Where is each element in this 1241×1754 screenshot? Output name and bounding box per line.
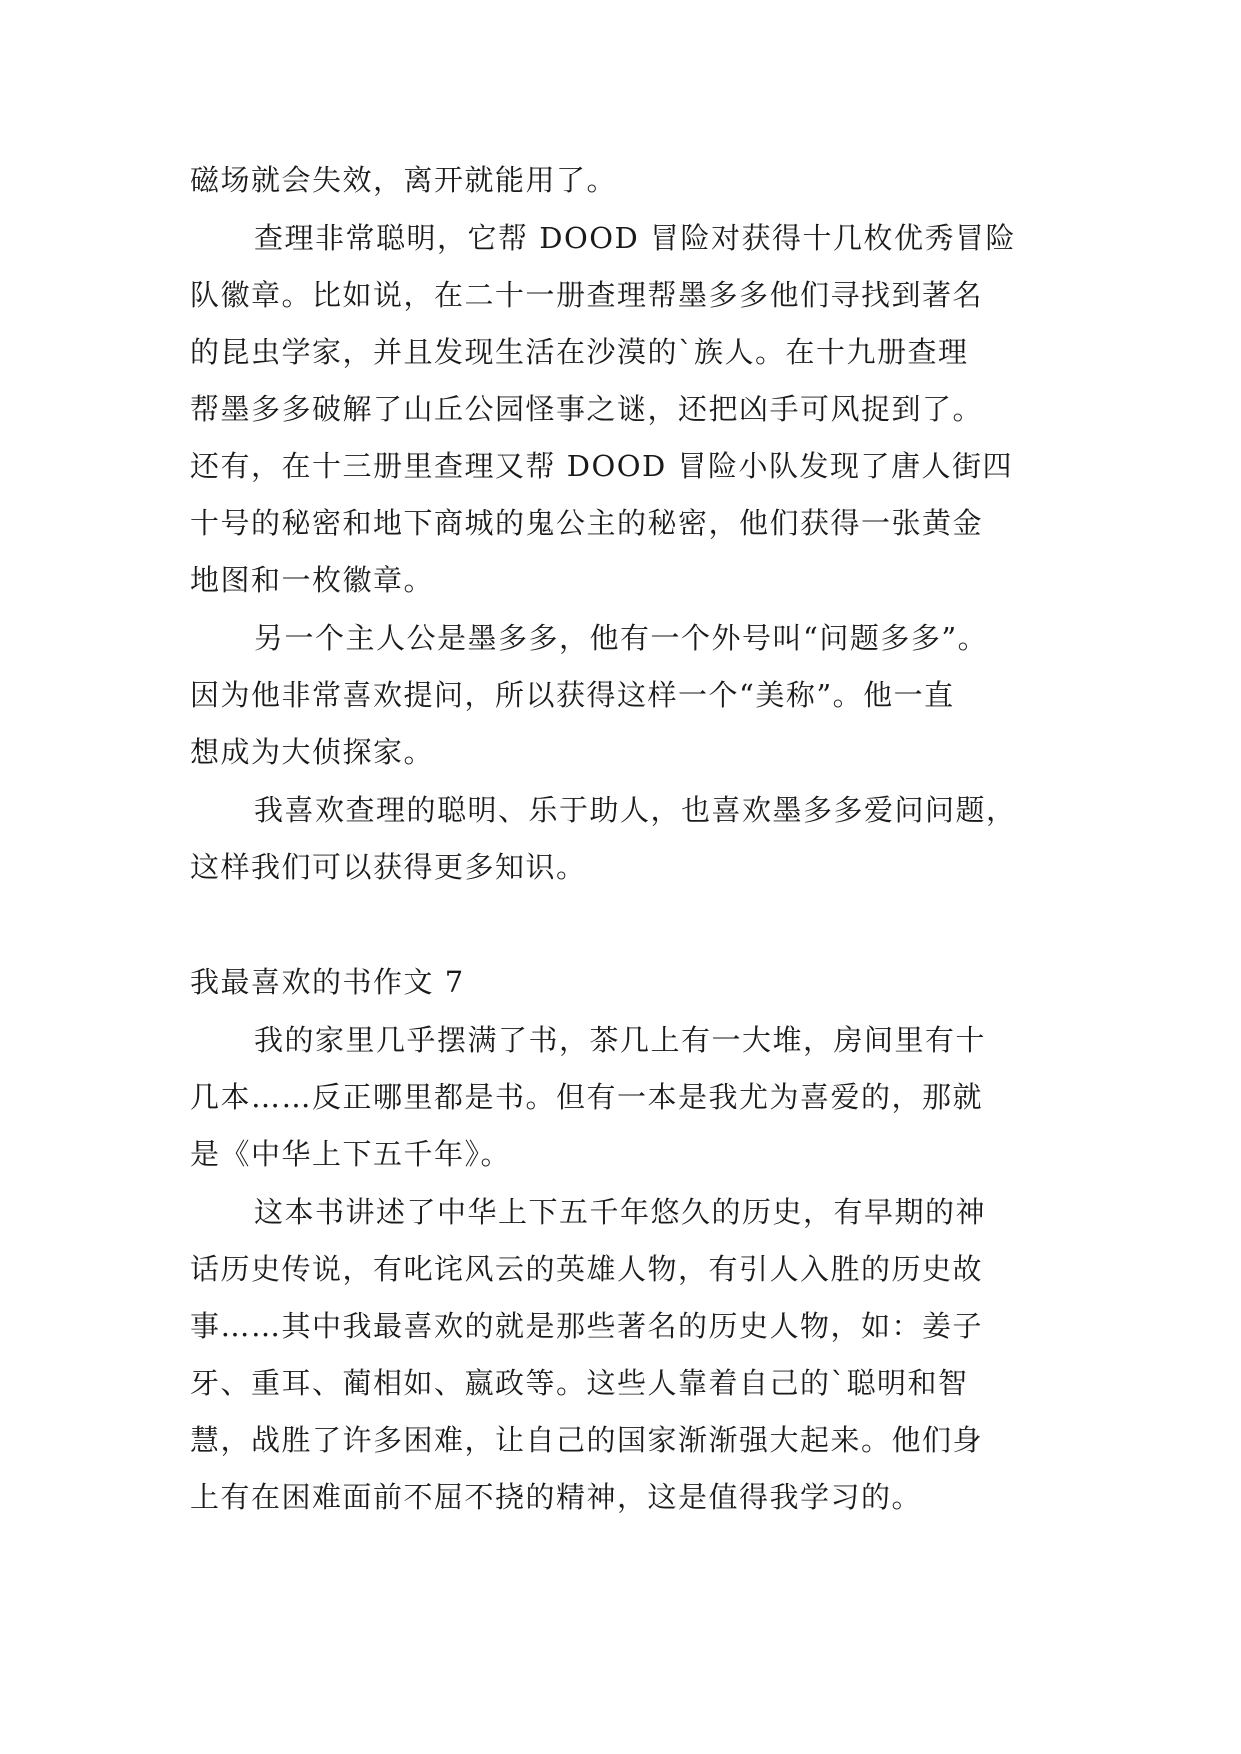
paragraph-line: 慧，战胜了许多困难，让自己的国家渐渐强大起来。他们身 (190, 1423, 984, 1457)
paragraph-line: 我的家里几乎摆满了书，茶几上有一大堆，房间里有十 (254, 1023, 987, 1057)
paragraph-line: 另一个主人公是墨多多，他有一个外号叫“问题多多”。 (254, 621, 989, 655)
paragraph-line: 帮墨多多破解了山丘公园怪事之谜，还把凶手可风捉到了。 (190, 392, 984, 426)
paragraph-line: 磁场就会失效，离开就能用了。 (190, 163, 618, 197)
paragraph-line: 这样我们可以获得更多知识。 (190, 850, 587, 884)
section-heading: 我最喜欢的书作文 7 (190, 965, 465, 999)
paragraph-line: 几本……反正哪里都是书。但有一本是我尤为喜爱的，那就 (190, 1080, 984, 1114)
paragraph-line: 话历史传说，有叱诧风云的英雄人物，有引人入胜的历史故 (190, 1252, 984, 1286)
paragraph-line: 这本书讲述了中华上下五千年悠久的历史，有早期的神 (254, 1195, 987, 1229)
paragraph-line: 十号的秘密和地下商城的鬼公主的秘密，他们获得一张黄金 (190, 506, 984, 540)
paragraph-line: 的昆虫学家，并且发现生活在沙漠的`族人。在十九册查理 (190, 335, 969, 369)
paragraph-line: 是《中华上下五千年》。 (190, 1137, 512, 1171)
paragraph-line: 地图和一枚徽章。 (190, 563, 435, 597)
paragraph-line: 我喜欢查理的聪明、乐于助人，也喜欢墨多多爱问问题， (254, 793, 1017, 827)
paragraph-line: 想成为大侦探家。 (190, 735, 435, 769)
paragraph-line: 因为他非常喜欢提问，所以获得这样一个“美称”。他一直 (190, 678, 955, 712)
paragraph-line: 事……其中我最喜欢的就是那些著名的历史人物，如：姜子 (190, 1309, 984, 1343)
paragraph-line: 牙、重耳、蔺相如、嬴政等。这些人靠着自己的`聪明和智 (190, 1366, 969, 1400)
paragraph-line: 查理非常聪明，它帮 DOOD 冒险对获得十几枚优秀冒险 (254, 221, 1016, 255)
paragraph-line: 上有在困难面前不屈不挠的精神，这是值得我学习的。 (190, 1480, 923, 1514)
paragraph-line: 队徽章。比如说，在二十一册查理帮墨多多他们寻找到著名 (190, 278, 984, 312)
paragraph-line: 还有，在十三册里查理又帮 DOOD 冒险小队发现了唐人街四 (190, 449, 1013, 483)
